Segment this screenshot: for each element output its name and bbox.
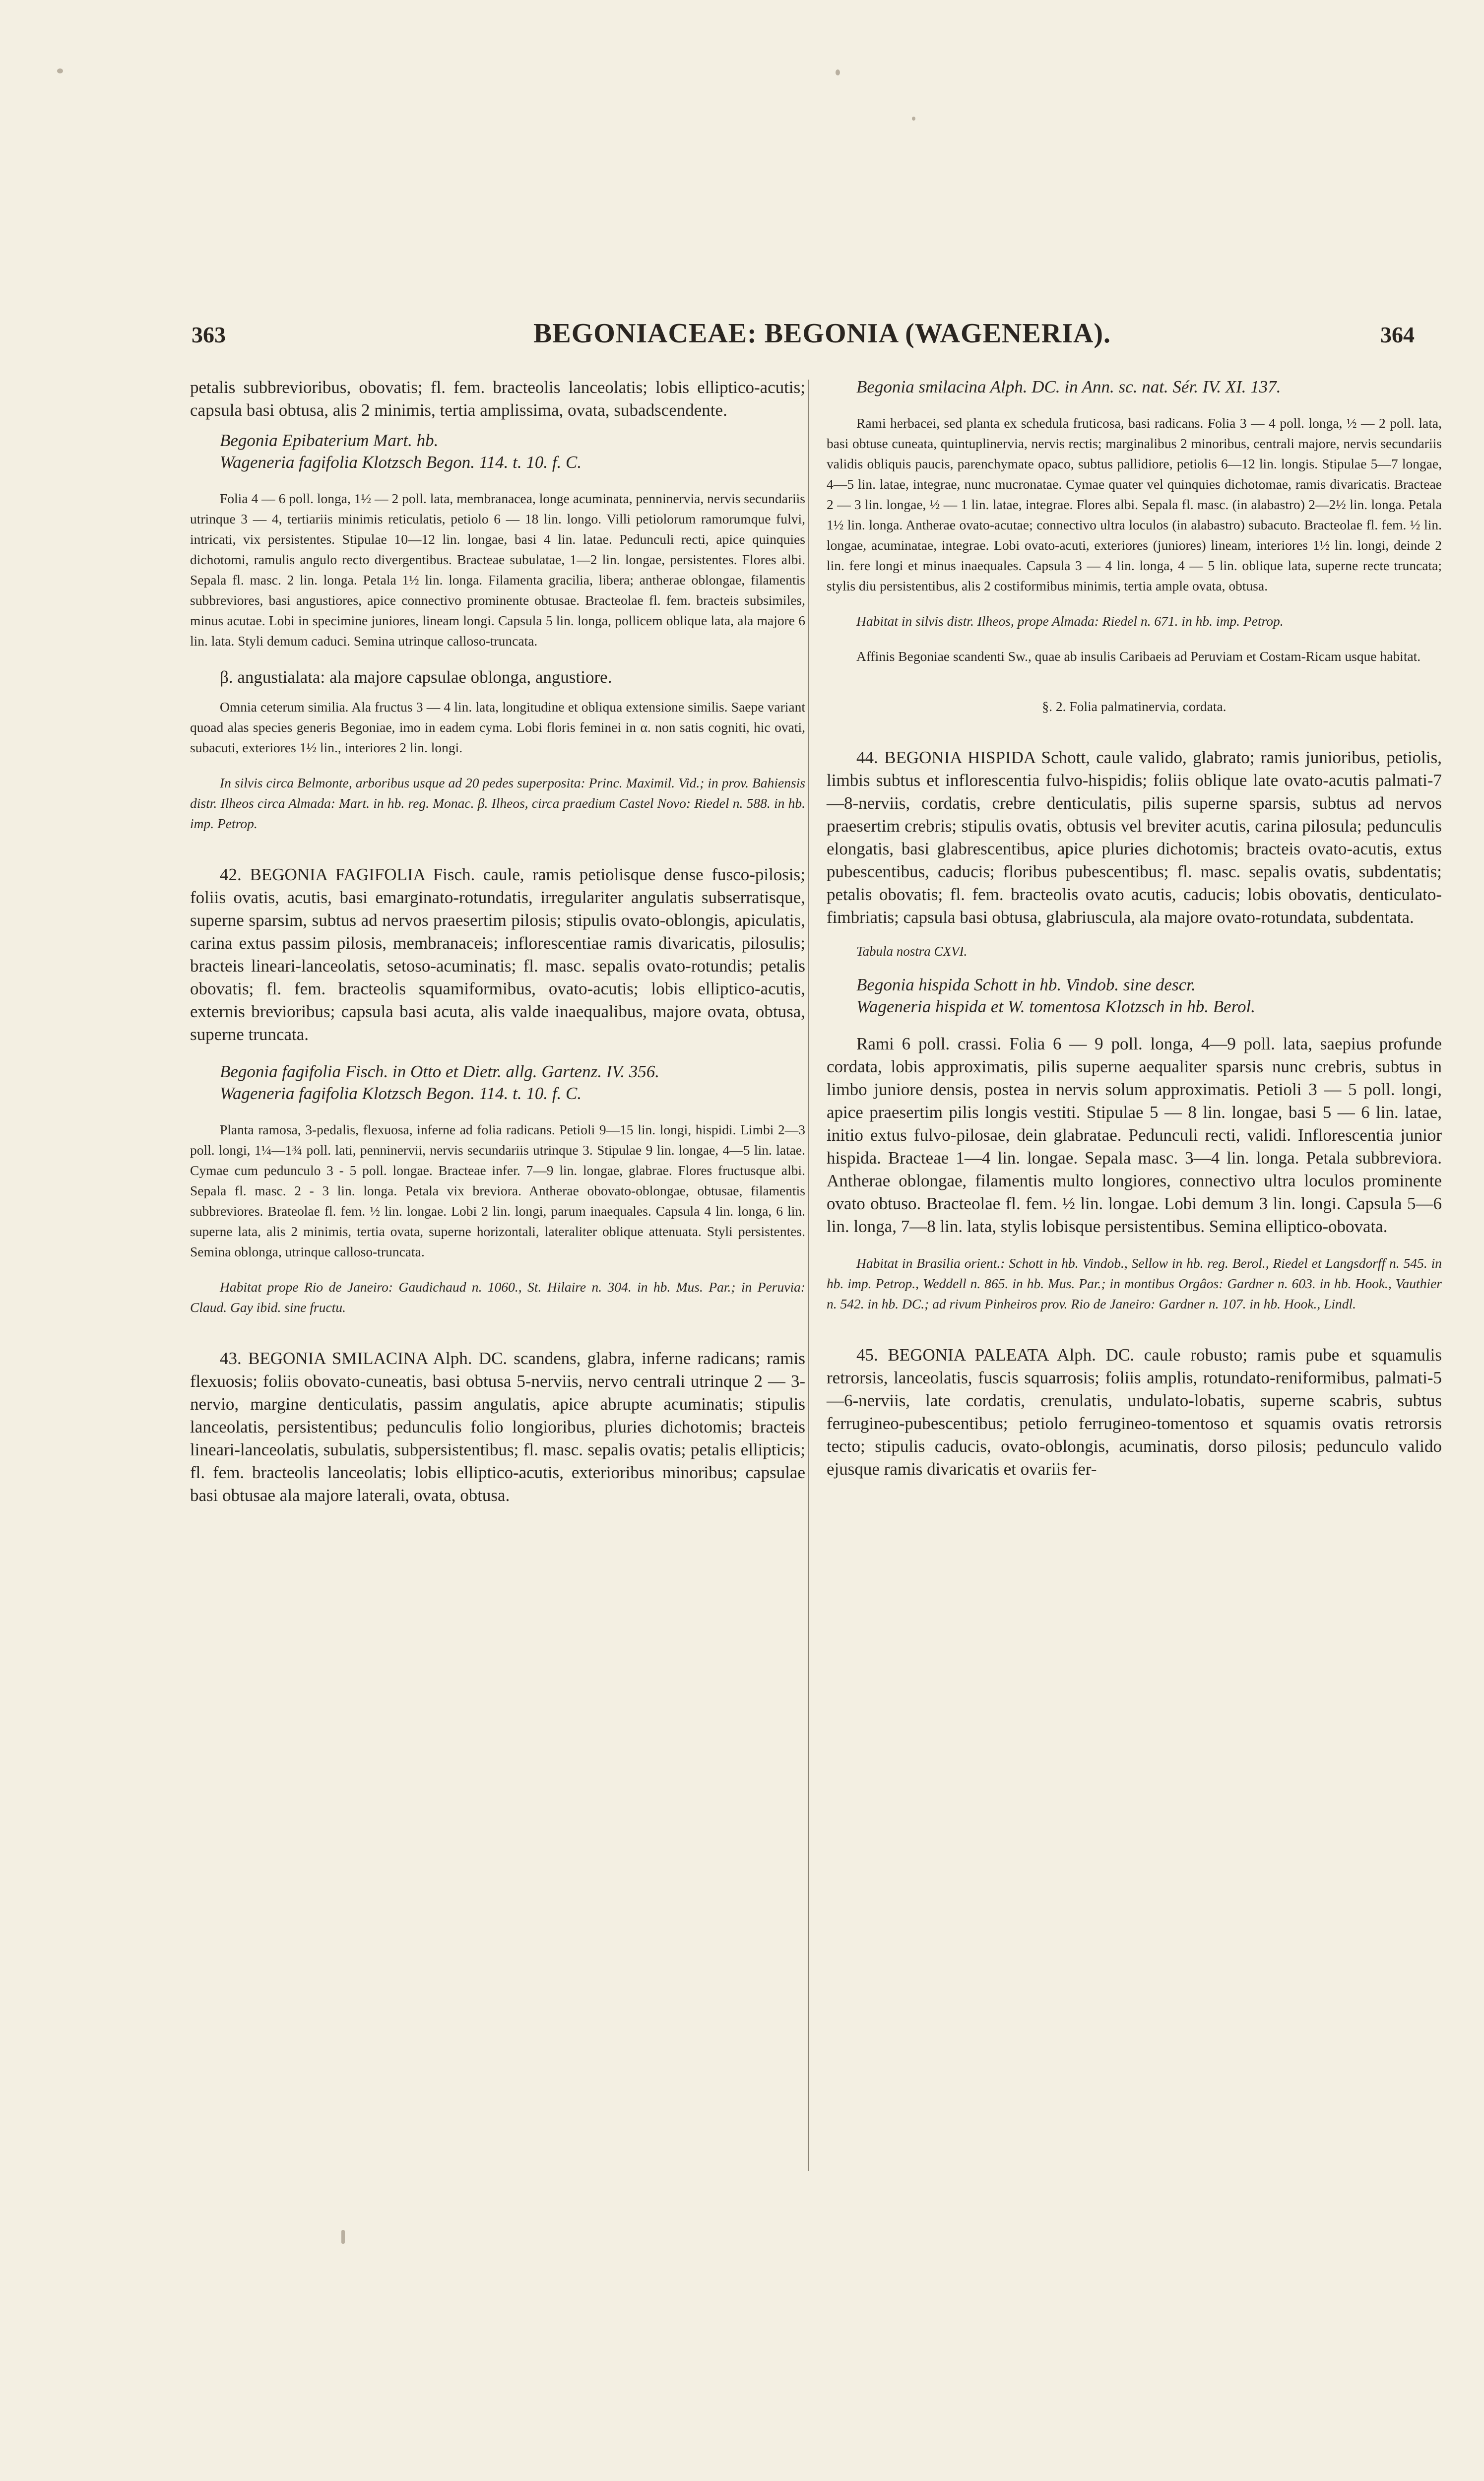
running-title: BEGONIACEAE: BEGONIA (WAGENERIA). <box>533 318 1111 349</box>
description: Folia 4 — 6 poll. longa, 1½ — 2 poll. lata, membranacea, longe acuminata, penninervia, nervis secundariis utrinque 3 — 4, tertiariis minimis reticulatis, petiolo 6 — 18 lin. longo. Villi petiolorum ramorumque fulvi, intricati, vix persistentes. Stipulae 10—12 lin. longae, basi 4 lin. latae. Pedunculi recti, apice quinquies dichotomi, ramulis angulo recto divergentibus. Bracteae subulatae, 1—2 lin. longae, persistentes. Flores albi. Sepala fl. masc. 2 lin. longa. Petala 1½ lin. longa. Filamenta gracilia, libera; antherae oblongae, filamentis subbreviores, basi angustiores, apice connectivo prominente obtusae. Bracteolae fl. fem. bracteis subsimiles, minus acutae. Lobi in specimine juniores, lineam longi. Capsula 5 lin. longa, pollicem oblique lata, ala majore 6 lin. lata. Styli demum caduci. Semina utrinque calloso-truncata. <box>190 491 805 649</box>
synonym: Begonia Epibaterium Mart. hb. <box>220 431 439 450</box>
species-45-diagnosis: 45. BEGONIA PALEATA Alph. DC. caule robusto; ramis pube et squamulis retrorsis, lanceolatis, fuscis squarrosis; foliis amplis, rotundato-reniformibus, palmati-5—6-nerviis, late cordatis, crenulatis, undulato-lobatis, superne scabris, subtus ferrugineo-pubescentibus; petiolo ferrugineo-tomentoso et squamis ovatis retrorsis tecto; stipulis caducis, ovato-oblongis, acuminatis, dorso pilosis; pedunculo valido ejusque ramis divaricatis et ovariis fer- <box>827 1345 1442 1479</box>
species-43-description: Rami herbacei, sed planta ex schedula fruticosa, basi radicans. Folia 3 — 4 poll. longa, ½ — 2 poll. lata, basi obtuse cuneata, quintuplinervia, nervis rectis; marginalibus 2 minoribus, centrali majore, nervis secundariis validis obliquis paucis, parenchymate opaco, subtus pallidiore, petiolis 6—12 lin. longis. Stipulae 5—7 longae, 4—5 lin. latae, integrae, nunc mucronatae. Cymae quater vel quinquies dichotomae, ramis divaricatis. Bracteae 2 — 3 lin. longae, ½ — 1 lin. latae, integrae. Flores albi. Sepala fl. masc. (in alabastro) 2—2½ lin. longa. Petala 1½ lin. longa. Antherae ovato-acutae; connectivo ultra loculos (in alabastro) subacuto. Bracteolae fl. fem. ½ lin. longae, acuminatae, integrae. Lobi ovato-acuti, exteriores (juniores) lineam, interiores 1½ lin. longi, deinde 2 lin. fere longi et minus inaequales. Capsula 3 — 4 lin. longa, 4 — 5 lin. oblique lata, superne recte truncata; stylis diu persistentibus, alis 2 costiformibus minimis, tertia ample ovata, obtusa. <box>827 415 1442 593</box>
plate-reference: Tabula nostra CXVI. <box>856 944 968 959</box>
running-header <box>0 318 1484 357</box>
continuation-paragraph: petalis subbrevioribus, obovatis; fl. fem. bracteolis lanceolatis; lobis elliptico-acutis; capsula basi obtusa, alis 2 minimis, tertia amplissima, ovata, subadscendente. <box>190 378 805 420</box>
habitat: Habitat prope Rio de Janeiro: Gaudichaud n. 1060., St. Hilaire n. 304. in hb. Mus. Par.; in Peruvia: Claud. Gay ibid. sine fructu. <box>190 1279 805 1315</box>
species-43-diagnosis: 43. BEGONIA SMILACINA Alph. DC. scandens, glabra, inferne radicans; ramis flexuosis; foliis obovato-cuneatis, basi obtusa 5-nerviis, nervo centrali utrinque 2 — 3-nervio, margine denticulatis, passim angulatis, apice abrupte acuminatis; stipulis lanceolatis, persistentibus; pedunculis folio longioribus, pluries dichotomis; bracteis lineari-lanceolatis, subulatis, subpersistentibus; fl. masc. sepalis ovatis; petalis ellipticis; fl. fem. bracteolis lanceolatis; lobis elliptico-acutis, exterioribus minoribus; capsulae basi obtusae ala majore laterali, ovata, obtusa. <box>190 1349 805 1505</box>
left-column <box>190 376 805 1507</box>
synonym: Wageneria fagifolia Klotzsch Begon. 114. t. 10. f. C. <box>220 453 582 472</box>
synonym: Begonia hispida Schott in hb. Vindob. sine descr. <box>856 975 1196 994</box>
variety-description: Omnia ceterum similia. Ala fructus 3 — 4 lin. lata, longitudine et obliqua extensione similis. Saepe variant quoad alas species generis Begoniae, imo in eadem cyma. Lobi floris feminei in α. non satis cogniti, hic ovati, subacuti, exteriores 1½ lin., interiores 2 lin. longi. <box>190 699 805 755</box>
right-column <box>827 376 1442 1481</box>
synonym: Begonia smilacina Alph. DC. in Ann. sc. nat. Sér. IV. XI. 137. <box>856 377 1281 396</box>
column-divider <box>808 380 809 2171</box>
print-speck <box>341 2230 345 2244</box>
print-speck <box>912 117 915 121</box>
habitat: In silvis circa Belmonte, arboribus usque ad 20 pedes superposita: Princ. Maximil. Vid.; in prov. Bahiensis distr. Ilheos circa Almada: Mart. in hb. reg. Monac. β. Ilheos, circa praedium Castel Novo: Riedel n. 588. in hb. imp. Petrop. <box>190 775 805 831</box>
species-42-description: Planta ramosa, 3-pedalis, flexuosa, inferne ad folia radicans. Petioli 9—15 lin. longi, hispidi. Limbi 2—3 poll. longi, 1¼—1¾ poll. lati, penninervii, nervis secundariis utrinque 3. Stipulae 9 lin. longae, 4—5 lin. latae. Cymae cum pedunculo 3 - 5 poll. longae. Bracteae infer. 7—9 lin. longae, glabrae. Flores fructusque albi. Sepala fl. masc. 2 - 3 lin. longa. Petala vix breviora. Antherae obovato-oblongae, obtusae, filamentis subbreviores. Brateolae fl. fem. ½ lin. longae. Lobi 2 lin. longi, parum inaequales. Capsula 4 lin. longa, 6 lin. superne lata, alis 2 minimis, tertia ovata, superne horizontali, lateraliter oblique attenuata. Styli persistentes. Semina oblonga, utrinque calloso-truncata. <box>190 1122 805 1259</box>
variety-heading: β. angustialata: ala majore capsulae oblonga, angustiore. <box>220 667 612 687</box>
species-44-diagnosis: 44. BEGONIA HISPIDA Schott, caule valido, glabrato; ramis junioribus, petiolis, limbis subtus et inflorescentia fulvo-hispidis; foliis oblique late ovato-acutis palmati-7—8-nerviis, cordatis, crebre denticulatis, pilis superne sparsis, subtus ad nervos praesertim crebris; stipulis ovatis, obtusis vel breviter acutis, carina pilosula; pedunculis elongatis, basi glabrescentibus, apice pluries dichotomis; bracteis ovato-acutis, extus pubescentibus, caducis; floribus pubescentibus; fl. masc. sepalis ovatis, subdentatis; petalis obovatis; fl. fem. bracteolis ovato acutis, caducis; lobis obovatis, denticulato-fimbriatis; capsula basi obtusa, glabriuscula, ala majore ovato-rotundata, subdentata. <box>827 748 1442 927</box>
synonym: Begonia fagifolia Fisch. in Otto et Dietr. allg. Gartenz. IV. 356. <box>220 1062 659 1081</box>
habitat: Habitat in Brasilia orient.: Schott in hb. Vindob., Sellow in hb. reg. Berol., Riedel et Langsdorff n. 545. in hb. imp. Petrop., Weddell n. 865. in hb. Mus. Par.; in montibus Orgâos: Gardner n. 603. in hb. Hook., Vauthier n. 542. in hb. DC.; ad rivum Pinheiros prov. Rio de Janeiro: Gardner n. 107. in hb. Hook., Lindl. <box>827 1255 1442 1311</box>
affinity-note: Affinis Begoniae scandenti Sw., quae ab insulis Caribaeis ad Peruviam et Costam-Ricam usque habitat. <box>856 649 1421 664</box>
print-speck <box>836 69 840 75</box>
habitat: Habitat in silvis distr. Ilheos, prope Almada: Riedel n. 671. in hb. imp. Petrop. <box>856 613 1284 629</box>
section-heading: §. 2. Folia palmatinervia, cordata. <box>1042 699 1226 714</box>
print-speck <box>57 68 63 73</box>
page-number-right: 364 <box>1380 322 1415 347</box>
synonym: Wageneria fagifolia Klotzsch Begon. 114. t. 10. f. C. <box>220 1084 582 1103</box>
species-44-description: Rami 6 poll. crassi. Folia 6 — 9 poll. longa, 4—9 poll. lata, saepius profunde cordata, lobis approximatis, pilis superne aequaliter sparsis nunc crebris, subtus in limbo juniore densis, postea in nervis solum approximatis. Petioli 3 — 5 poll. longi, apice praesertim pilis longis vestiti. Stipulae 5 — 8 lin. longae, basi 5 — 6 lin. latae, initio extus fulvo-pilosae, dein glabratae. Pedunculi recti, validi. Inflorescentia junior hispida. Bracteae 1—4 lin. longae. Sepala masc. 3—4 lin. longa. Petala subbreviora. Antherae oblongae, filamentis multo longiores, connectivo ultra loculos prominente ovato obtuso. Bracteolae fl. fem. ½ lin. longae. Lobi demum 3 lin. longi. Capsula 5—6 lin. longa, 7—8 lin. lata, stylis lobisque persistentibus. Semina elliptico-obovata. <box>827 1034 1442 1236</box>
species-42-diagnosis: 42. BEGONIA FAGIFOLIA Fisch. caule, ramis petiolisque dense fusco-pilosis; foliis ovatis, acutis, basi emarginato-rotundatis, irregulariter angulatis subserratisque, superne sparsim, subtus ad nervos praesertim pilosis; stipulis ovato-oblongis, apiculatis, carina extus passim pilosis, membranaceis; inflorescentiae ramis divaricatis, pilosulis; bracteis lineari-lanceolatis, setoso-acuminatis; fl. masc. sepalis ovato-rotundis; petalis obovatis; fl. fem. bracteolis squamiformibus, ovato-acutis; lobis elliptico-acutis, externis brevioribus; capsula basi acuta, alis valde inaequalibus, majore ovata, obtusa, superne truncata. <box>190 865 805 1044</box>
page-number-left: 363 <box>192 322 226 347</box>
synonym: Wageneria hispida et W. tomentosa Klotzsch in hb. Berol. <box>856 997 1256 1016</box>
